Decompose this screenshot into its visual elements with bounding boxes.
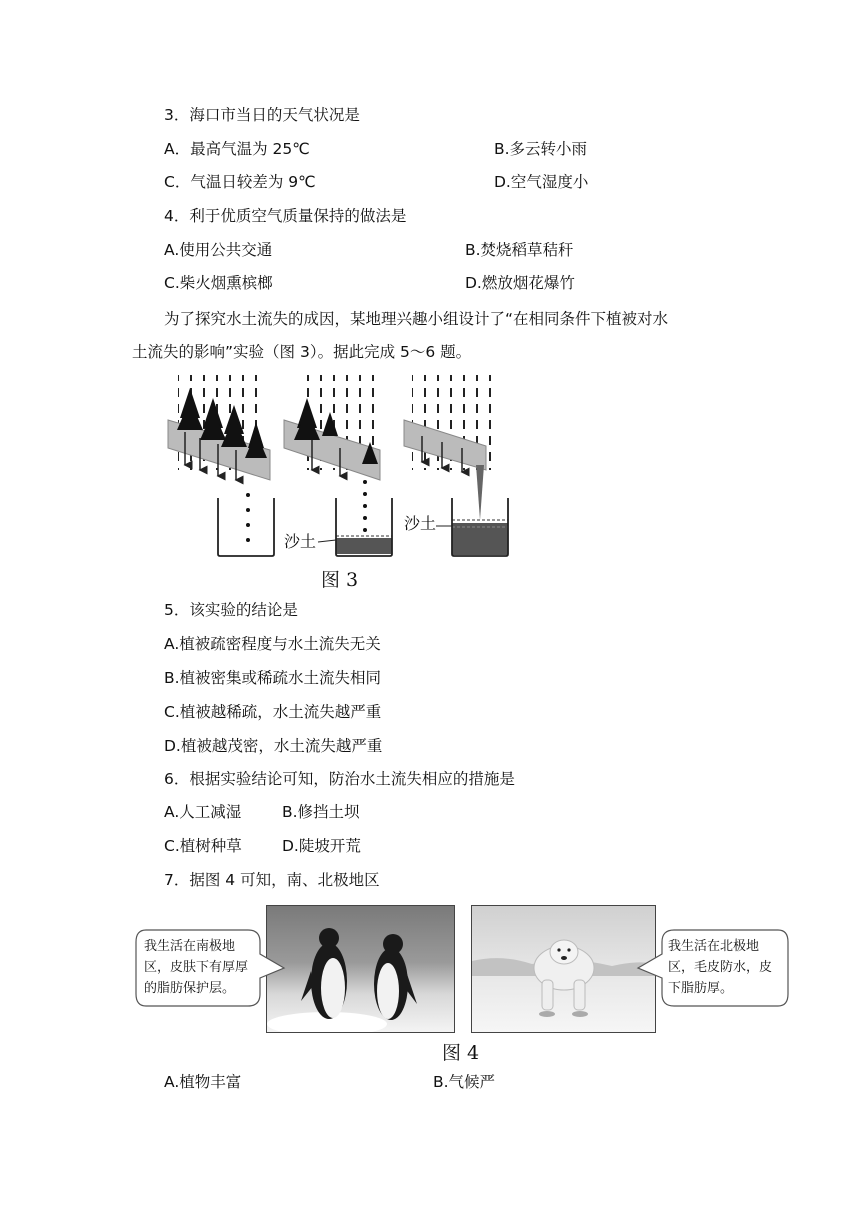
q3-option-d: D.空气湿度小 <box>494 173 589 191</box>
q4-option-b: B.焚烧稻草秸秆 <box>465 241 574 259</box>
q6-stem: 6．根据实验结论可知，防治水土流失相应的措施是 <box>164 770 515 788</box>
q7-option-a: A.植物丰富 <box>164 1073 242 1091</box>
bubble-right-line-1: 我生活在北极地 <box>668 939 760 954</box>
q5-option-b: B.植被密集或稀疏水土流失相同 <box>164 669 382 687</box>
q5-option-c: C.植被越稀疏，水土流失越严重 <box>164 703 382 721</box>
figure-3-label-sand-2: 沙土 <box>404 514 437 533</box>
figure-4-caption: 图 4 <box>442 1042 480 1064</box>
q5-stem: 5．该实验的结论是 <box>164 601 298 619</box>
q3-option-b: B.多云转小雨 <box>494 140 588 158</box>
q4-option-c: C.柴火烟熏槟榔 <box>164 274 273 292</box>
bubble-left-line-3: 的脂肪保护层。 <box>144 981 236 996</box>
q4-option-d: D.燃放烟花爆竹 <box>465 274 575 292</box>
polar-bear-icon <box>534 940 594 1017</box>
q7-stem: 7．据图 4 可知，南、北极地区 <box>164 871 380 889</box>
polar-bear-photo <box>471 905 656 1033</box>
q4-stem: 4．利于优质空气质量保持的做法是 <box>164 207 407 225</box>
q6-option-c: C.植树种草 <box>164 837 242 855</box>
penguin-icon <box>374 934 417 1020</box>
q3-stem: 3．海口市当日的天气状况是 <box>164 106 360 124</box>
figure-3-caption: 图 3 <box>321 569 359 591</box>
q5-option-a: A.植被疏密程度与水土流失无关 <box>164 635 381 653</box>
q6-option-d: D.陡坡开荒 <box>282 837 361 855</box>
bubble-right-line-2: 区，毛皮防水，皮 <box>668 960 773 975</box>
intro-line-2: 土流失的影响”实验（图 3）。据此完成 5～6 题。 <box>132 343 472 361</box>
q6-option-b: B.修挡土坝 <box>282 803 360 821</box>
experiment-dense-vegetation <box>168 375 274 556</box>
q7-option-b: B.气候严 <box>433 1073 496 1091</box>
q4-option-a: A.使用公共交通 <box>164 241 273 259</box>
intro-line-1: 为了探究水土流失的成因，某地理兴趣小组设计了“在相同条件下植被对水 <box>164 310 669 328</box>
bubble-right-line-3: 下脂肪厚。 <box>668 981 734 996</box>
bubble-left <box>144 936 262 999</box>
q5-option-d: D.植被越茂密，水土流失越严重 <box>164 737 383 755</box>
q3-option-a: A．最高气温为 25℃ <box>164 140 310 158</box>
experiment-sparse-vegetation <box>284 375 392 556</box>
q3-option-c: C．气温日较差为 9℃ <box>164 173 316 191</box>
figure-3-label-sand-1: 沙土 <box>284 532 317 551</box>
penguin-icon <box>301 928 347 1019</box>
q6-option-a: A.人工减湿 <box>164 803 242 821</box>
bubble-right <box>668 936 788 999</box>
bubble-left-line-2: 区，皮肤下有厚厚 <box>144 960 249 975</box>
penguins-photo <box>266 905 455 1033</box>
figure-3-illustration <box>160 370 520 560</box>
bubble-left-line-1: 我生活在南极地 <box>144 939 236 954</box>
